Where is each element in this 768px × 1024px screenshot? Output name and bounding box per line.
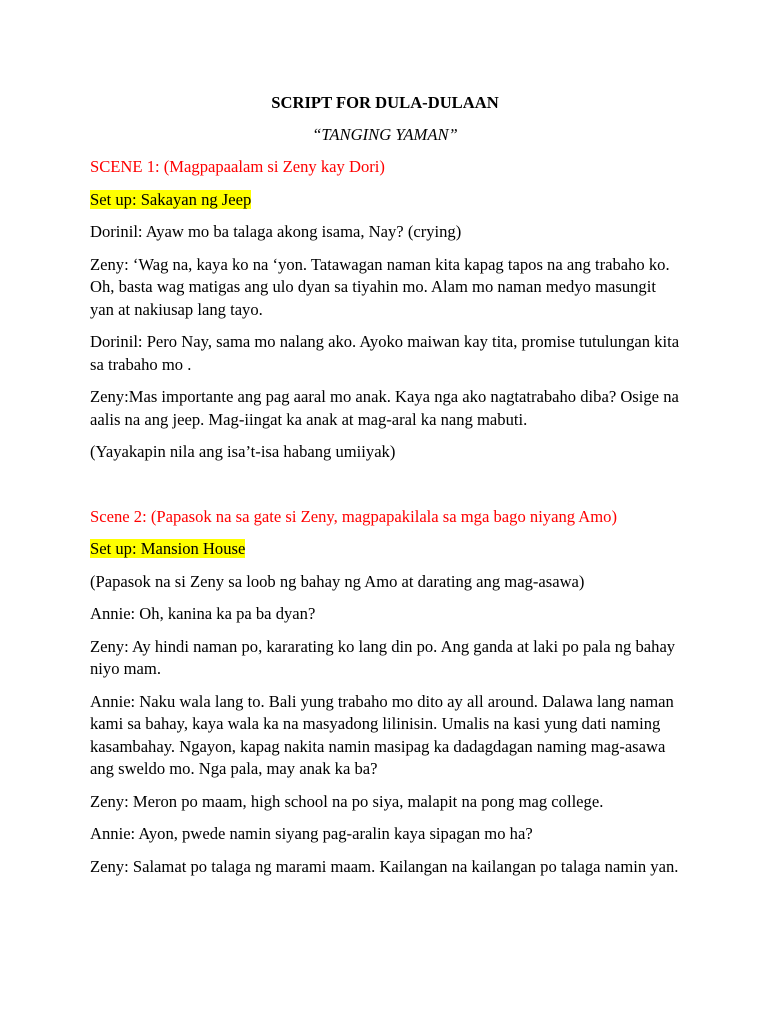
- scene-1-setup: [90, 189, 680, 212]
- scene-2-line: Annie: Ayon, pwede namin siyang pag-aralin kaya sipagan mo ha?: [90, 824, 533, 843]
- scene-1-line: Zeny: ‘Wag na, kaya ko na ‘yon. Tatawagan naman kita kapag tapos na ang trabaho ko. Oh, basta wag matigas ang ulo dyan sa tiyahin mo. Alam mo naman medyo masungit yan at nakiusap lang tayo.: [90, 254, 670, 319]
- scene-2-setup: [90, 538, 680, 561]
- document-body: [90, 92, 680, 888]
- scene-2-line: Zeny: Ay hindi naman po, kararating ko lang din po. Ang ganda at laki po pala ng bahay niyo mam.: [90, 636, 676, 678]
- document-subtitle: “TANGING YAMAN”: [312, 124, 458, 144]
- scene-1-line: (Yayakapin nila ang isa’t-isa habang umiiyak): [90, 442, 396, 461]
- scene-2-line: (Papasok na si Zeny sa loob ng bahay ng Amo at darating ang mag-asawa): [90, 571, 585, 591]
- scene-2-setup-highlight: Set up: Mansion House: [90, 539, 246, 558]
- scene-1-line: Dorinil: Pero Nay, sama mo nalang ako. Ayoko maiwan kay tita, promise tutulungan kita sa trabaho mo .: [90, 332, 680, 374]
- scene-1-line: Zeny:Mas importante ang pag aaral mo anak. Kaya nga ako nagtatrabaho diba? Osige na aalis na ang jeep. Mag-iingat ka anak at mag-aral ka nang mabuti.: [90, 387, 679, 429]
- scene-1-heading: SCENE 1: (Magpapaalam si Zeny kay Dori): [90, 157, 385, 176]
- scene-2-line: Zeny: Salamat po talaga ng marami maam. Kailangan na kailangan po talaga namin yan.: [90, 856, 679, 876]
- scene-2-heading: Scene 2: (Papasok na sa gate si Zeny, magpapakilala sa mga bago niyang Amo): [90, 506, 618, 526]
- scene-2-line: Annie: Naku wala lang to. Bali yung trabaho mo dito ay all around. Dalawa lang naman kami sa bahay, kaya wala ka na masyadong lilinisin. Umalis na kasi yung dati naming kasambahay. Ngayon, kapag nakita namin masipag ka dadagdagan naming mag-asawa ang sweldo mo. Nga pala, may anak ka ba?: [90, 691, 674, 778]
- scene-1-line: Dorinil: Ayaw mo ba talaga akong isama, Nay? (crying): [90, 222, 462, 241]
- scene-2-line: Annie: Oh, kanina ka pa ba dyan?: [90, 604, 316, 623]
- document-title: SCRIPT FOR DULA-DULAAN: [271, 93, 499, 112]
- scene-spacer: [90, 474, 680, 506]
- scene-2-line: Zeny: Meron po maam, high school na po siya, malapit na pong mag college.: [90, 791, 604, 811]
- scene-1-setup-highlight: Set up: Sakayan ng Jeep: [90, 189, 252, 209]
